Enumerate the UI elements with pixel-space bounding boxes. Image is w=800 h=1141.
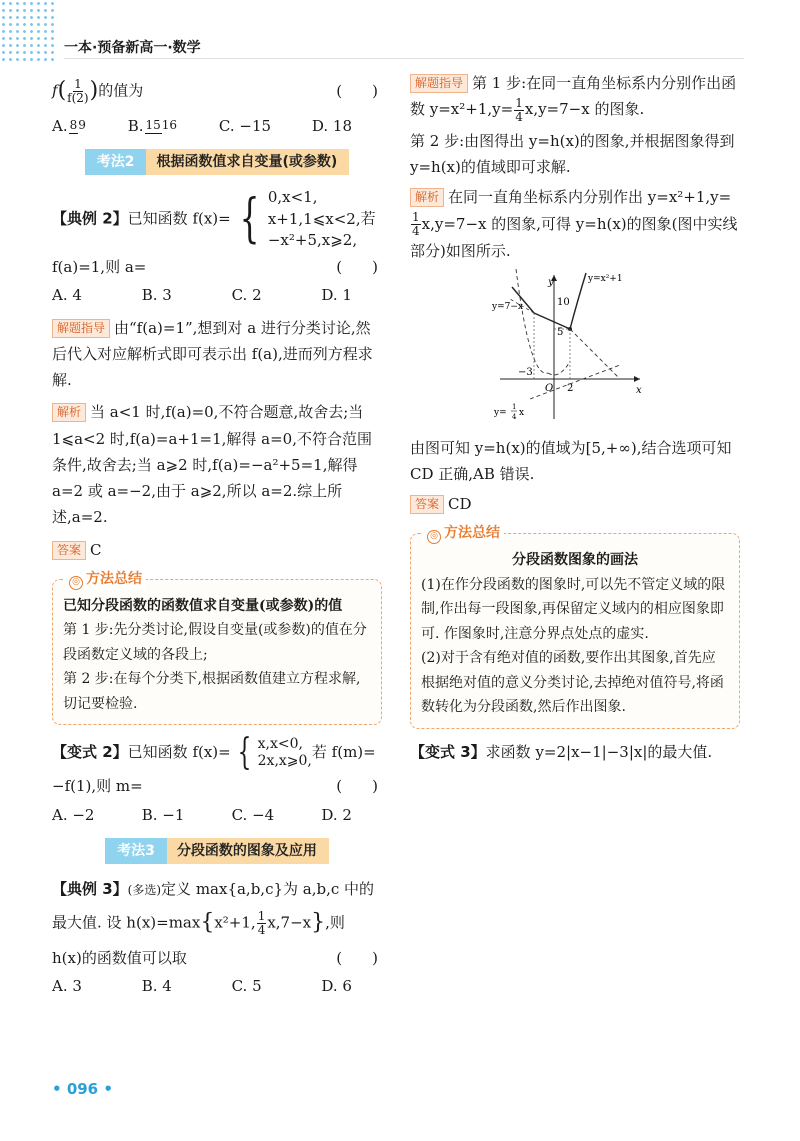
tick-5: 5: [557, 326, 564, 338]
example-2: [52, 187, 382, 252]
origin-label: O: [545, 382, 554, 394]
func-symbol: f: [52, 81, 58, 100]
tick-10: 10: [557, 296, 570, 308]
x-axis-arrow: [634, 376, 640, 382]
linear-dashed: [530, 365, 620, 399]
option-a: A. 89: [52, 116, 86, 135]
options-q0: [52, 113, 352, 139]
guide-tag: 解题指导: [52, 319, 110, 338]
guide-step-2: 第 2 步:由图得出 y=h(x)的图象,并根据图象得到 y=h(x)的值域即可求解.: [410, 131, 735, 177]
answer-value: CD: [448, 495, 472, 514]
question-stem: 的值为: [98, 81, 144, 100]
method-summary-title: ◎ 方法总结: [423, 522, 504, 544]
method-head: 分段函数图象的画法: [512, 552, 638, 569]
answer: [52, 537, 382, 563]
label-linear: y=: [494, 407, 507, 418]
answer-paren: ( ): [336, 82, 378, 100]
method-step: 第 2 步:在每个分类下,根据函数值建立方程求解,切记要检验.: [63, 671, 361, 712]
example-3: 【典例 3】(多选)定义 max{a,b,c}为 a,b,c 中的: [52, 879, 375, 898]
section-title: 根据函数值求自变量(或参数): [146, 149, 349, 175]
parabola-dashed-mid: [548, 361, 570, 375]
example-intro: 已知函数 f(x)=: [127, 209, 231, 228]
variant-label: 【变式 2】: [52, 743, 128, 762]
option-b: B. 4: [141, 976, 172, 995]
piecewise-def: { x,x<0, 2x,x⩾0,: [237, 732, 312, 774]
question-0: f( $\frac{1}{f(2)}$ )的值为 ( ): [52, 76, 378, 105]
label-linear-x: x: [519, 407, 525, 418]
variant-label: 【变式 3】: [410, 742, 486, 761]
answer-tag: 答案: [52, 541, 86, 560]
section-number: 考法2: [85, 149, 147, 175]
left-column: [52, 70, 382, 1005]
lightbulb-icon: ◎: [69, 576, 83, 590]
example-label: 【典例 3】: [52, 879, 128, 898]
option-c: C. 2: [231, 286, 262, 305]
options-ex3: [52, 973, 352, 999]
answer-paren: ( ): [336, 948, 378, 967]
variant-2-line2: −f(1),则 m= ( ): [52, 773, 382, 799]
option-a: A. 4: [52, 286, 82, 305]
section-title: 分段函数的图象及应用: [167, 838, 329, 864]
guide-tag: 解题指导: [410, 74, 468, 93]
method-summary-box-right: [410, 525, 740, 729]
header-rule: [64, 58, 744, 59]
solution-guide-right: 解题指导 第 1 步:在同一直角坐标系内分别作出函数 y=x²+1,y= $\frac{1}{4}$ x,y=7−x 的图象.: [410, 74, 737, 124]
option-b: B. −1: [141, 805, 185, 824]
example-tail: 若: [360, 209, 376, 228]
y-axis-label: y: [548, 276, 554, 288]
function-graph: [490, 269, 650, 429]
option-c: C. 5: [231, 976, 262, 995]
tick-2: 2: [567, 382, 574, 394]
method-item: (2)对于含有绝对值的函数,要作出其图象,首先应根据绝对值的意义分类讨论,去掉绝对值符号,将函数转化为分段函数,然后作出图象.: [421, 650, 724, 716]
analysis-right: 解析 在同一直角坐标系内分别作出 y=x²+1,y= $\frac{1}{4}$ x,y=7−x 的图象,可得 y=h(x)的图象(图中实线部分)如图所示.: [410, 188, 738, 261]
line-7-x-dashed: [570, 329, 618, 377]
method-step: 第 1 步:先分类讨论,假设自变量(或参数)的值在分段函数定义域的各段上;: [63, 622, 367, 663]
method-head: 已知分段函数的函数值求自变量(或参数)的值: [63, 597, 343, 614]
method-summary-box: [52, 570, 382, 726]
example-3-line2: 最大值. 设 h(x)=max{x²+1, $\frac{1}{4}$ x,7−x},则: [52, 908, 345, 937]
solution-guide: 解题指导 由“f(a)=1”,想到对 a 进行分类讨论,然后代入对应解析式即可表示出 f(a),进而列方程求解.: [52, 318, 373, 389]
tick-neg3: −3: [518, 366, 533, 378]
lightbulb-icon: ◎: [427, 530, 441, 544]
options-var2: [52, 802, 352, 828]
option-d: D. 2: [321, 805, 352, 824]
fraction: $\frac{1}{f(2)}$: [67, 76, 89, 105]
label-line: y=7−x: [492, 301, 523, 312]
piecewise-def: { 0,x<1, x+1,1⩽x<2, −x²+5,x⩾2,: [239, 187, 361, 250]
section-banner-kaofa2: [52, 149, 382, 175]
page-number: • 096 •: [52, 1080, 113, 1098]
method-summary-title: ◎ 方法总结: [65, 568, 146, 590]
option-d: D. 1: [321, 286, 352, 305]
answer-paren: ( ): [336, 777, 378, 796]
option-d: D. 18: [311, 116, 352, 135]
option-c: C. −4: [231, 805, 275, 824]
section-number: 考法3: [105, 838, 167, 864]
answer-right: [410, 491, 740, 517]
variant-3: 【变式 3】求函数 y=2|x−1|−3|x|的最大值.: [410, 742, 713, 761]
h-solid-mid: [534, 313, 570, 329]
options-ex2: [52, 282, 352, 308]
variant-2: 【变式 2】已知函数 f(x)= { x,x<0, 2x,x⩾0, 若 f(m)=: [52, 732, 376, 774]
method-item: (1)在作分段函数的图象时,可以先不管定义域的限制,作出每一段图象,再保留定义域内的相应图象即可. 作图象时,注意分界点处点的虚实.: [421, 576, 726, 642]
analysis-tag: 解析: [410, 188, 444, 207]
option-a: A. 3: [52, 976, 82, 995]
running-header: 一本·预备新高一·数学: [64, 40, 201, 56]
corner-dot-pattern: [0, 0, 58, 62]
conclusion: 由图可知 y=h(x)的值域为[5,+∞),结合选项可知 CD 正确,AB 错误.: [410, 438, 732, 483]
option-a: A. −2: [52, 805, 95, 824]
x-axis-label: x: [636, 384, 642, 396]
option-b: B. 1516: [127, 116, 178, 135]
h-solid-right: [570, 273, 586, 329]
answer-paren: ( ): [336, 258, 378, 276]
section-banner-kaofa3: [52, 838, 382, 864]
label-parabola: y=x²+1: [588, 273, 623, 284]
analysis: 解析 当 a<1 时,f(a)=0,不符合题意,故舍去;当 1⩽a<2 时,f(a)=a+1=1,解得 a=0,不符合范围条件,故舍去;当 a⩾2 时,f(a)=−a²+5=1,解得 a=2 或 a=−2,由于 a⩾2,所以 a=2.综上所述,a=2.: [52, 403, 372, 527]
option-c: C. −15: [218, 116, 272, 135]
answer-value: C: [90, 540, 102, 559]
right-column: [410, 70, 740, 767]
option-b: B. 3: [141, 286, 172, 305]
example-3-line3: h(x)的函数值可以取 ( ): [52, 945, 382, 971]
parabola-dashed: [516, 269, 548, 373]
example-label: 【典例 2】: [52, 209, 128, 228]
example-2-line2: f(a)=1,则 a= ( ): [52, 254, 382, 280]
option-d: D. 6: [321, 976, 352, 995]
analysis-tag: 解析: [52, 403, 86, 422]
label-linear-num: 1: [512, 402, 517, 411]
label-linear-den: 4: [512, 412, 517, 421]
answer-tag: 答案: [410, 495, 444, 514]
